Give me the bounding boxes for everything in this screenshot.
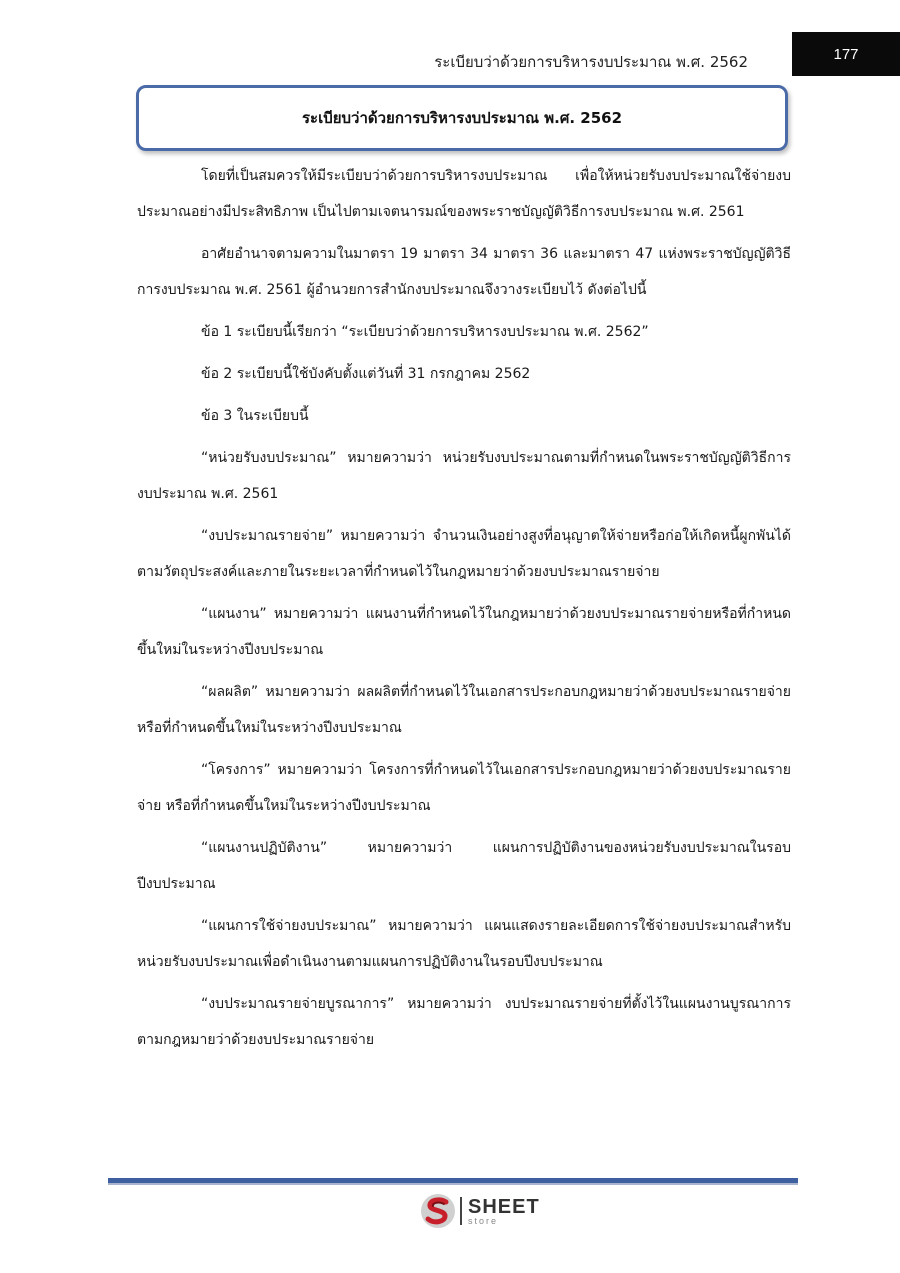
logo-divider	[460, 1197, 462, 1225]
definition-output: “ผลผลิต” หมายความว่า ผลผลิตที่กำหนดไว้ในเอกสารประกอบกฎหมายว่าด้วยงบประมาณรายจ่าย หรือที่กำหนดขึ้นใหม่ในระหว่างปีงบประมาณ	[137, 684, 791, 736]
definition-budget-expenditure: “งบประมาณรายจ่าย” หมายความว่า จำนวนเงินอย่างสูงที่อนุญาตให้จ่ายหรือก่อให้เกิดหนี้ผูกพันได้ตามวัตถุประสงค์และภายในระยะเวลาที่กำหนดไว้ในกฎหมายว่าด้วยงบประมาณรายจ่าย	[137, 528, 791, 580]
clause-3: ข้อ 3 ในระเบียบนี้	[201, 408, 309, 424]
page-number: 177	[792, 32, 900, 76]
document-title-box	[136, 85, 788, 151]
document-title: ระเบียบว่าด้วยการบริหารงบประมาณ พ.ศ. 2562	[301, 109, 623, 127]
document-body	[137, 158, 791, 1064]
definition-operation-plan: “แผนงานปฏิบัติงาน” หมายความว่า แผนการปฏิบัติงานของหน่วยรับงบประมาณในรอบปีงบประมาณ	[137, 840, 791, 892]
clause-2: ข้อ 2 ระเบียบนี้ใช้บังคับตั้งแต่วันที่ 31 กรกฎาคม 2562	[201, 366, 531, 382]
clause-1: ข้อ 1 ระเบียบนี้เรียกว่า “ระเบียบว่าด้วยการบริหารงบประมาณ พ.ศ. 2562”	[201, 324, 649, 340]
running-header-title: ระเบียบว่าด้วยการบริหารงบประมาณ พ.ศ. 2562	[434, 53, 748, 71]
paragraph-authority: อาศัยอำนาจตามความในมาตรา 19 มาตรา 34 มาตรา 36 และมาตรา 47 แห่งพระราชบัญญัติวิธีการงบประมาณ พ.ศ. 2561 ผู้อำนวยการสำนักงบประมาณจึงวางระเบียบไว้ ดังต่อไปนี้	[137, 246, 791, 298]
definition-project: “โครงการ” หมายความว่า โครงการที่กำหนดไว้ในเอกสารประกอบกฎหมายว่าด้วยงบประมาณรายจ่าย หรือที่กำหนดขึ้นใหม่ในระหว่างปีงบประมาณ	[137, 762, 791, 814]
definition-spending-plan: “แผนการใช้จ่ายงบประมาณ” หมายความว่า แผนแสดงรายละเอียดการใช้จ่ายงบประมาณสำหรับหน่วยรับงบประมาณเพื่อดำเนินงานตามแผนการปฏิบัติงานในรอบปีงบประมาณ	[137, 918, 791, 970]
logo-name: SHEET	[468, 1195, 540, 1218]
logo-wordmark	[468, 1197, 540, 1226]
logo-subtitle: store	[468, 1215, 499, 1226]
footer-rule-shadow	[108, 1183, 798, 1185]
paragraph-preamble: โดยที่เป็นสมควรให้มีระเบียบว่าด้วยการบริหารงบประมาณ เพื่อให้หน่วยรับงบประมาณใช้จ่ายงบประมาณอย่างมีประสิทธิภาพ เป็นไปตามเจตนารมณ์ของพระราชบัญญัติวิธีการงบประมาณ พ.ศ. 2561	[137, 168, 791, 220]
definition-integrated-budget: “งบประมาณรายจ่ายบูรณาการ” หมายความว่า งบประมาณรายจ่ายที่ตั้งไว้ในแผนงานบูรณาการตามกฎหมายว่าด้วยงบประมาณรายจ่าย	[137, 996, 791, 1048]
sheet-store-logo	[420, 1193, 540, 1229]
sheet-store-s-logo-icon	[420, 1193, 456, 1229]
definition-plan: “แผนงาน” หมายความว่า แผนงานที่กำหนดไว้ในกฎหมายว่าด้วยงบประมาณรายจ่ายหรือที่กำหนดขึ้นใหม่ในระหว่างปีงบประมาณ	[137, 606, 791, 658]
definition-budget-unit: “หน่วยรับงบประมาณ” หมายความว่า หน่วยรับงบประมาณตามที่กำหนดในพระราชบัญญัติวิธีการงบประมาณ พ.ศ. 2561	[137, 450, 791, 502]
